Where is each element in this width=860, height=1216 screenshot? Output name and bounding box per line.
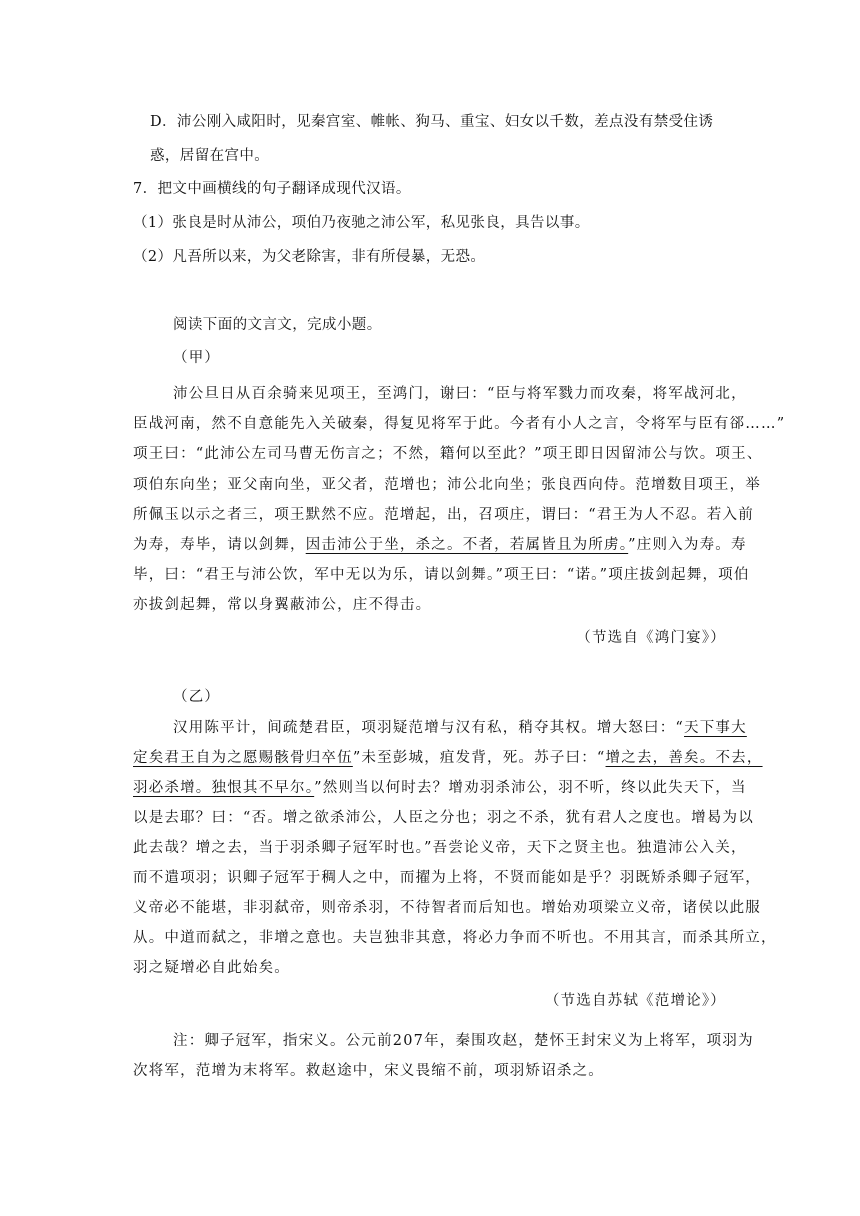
passage-yi-text: ”未至彭城，疽发背，死。苏子曰：“ bbox=[352, 750, 606, 766]
reading-intro: 阅读下面的文言文，完成小题。 bbox=[173, 317, 382, 333]
passage-yi-text: 汉用陈平计，间疏楚君臣，项羽疑范增与汉有私，稍夺其权。增大怒曰：“ bbox=[173, 720, 685, 736]
passage-yi-text: ”然则当以何时去？增劝羽杀沛公，羽不听，终以此失天下，当 bbox=[314, 780, 747, 796]
passage-yi-label: （乙） bbox=[173, 689, 221, 705]
underlined-sentence-2: 定矣君王自为之愿赐骸骨归卒伍 bbox=[133, 750, 353, 766]
underlined-sentence-2: 天下事大 bbox=[684, 720, 747, 736]
passage-jia-source: （节选自《鸿门宴》） bbox=[576, 630, 726, 646]
passage-yi-line: 羽之疑增必自此始矣。 bbox=[133, 960, 290, 976]
passage-yi-line: 义帝必不能堪，非羽弑帝，则帝杀羽，不待智者而后知也。增始劝项梁立义帝，诸侯以此服 bbox=[133, 900, 761, 916]
question-7-item-1: （1）张良是时从沛公，项伯乃夜驰之沛公军，私见张良，具告以事。 bbox=[133, 215, 590, 231]
note-line-2: 次将军，范增为末将军。救赵途中，宋义畏缩不前，项羽矫诏杀之。 bbox=[133, 1063, 604, 1079]
passage-jia-line: 项王曰：“此沛公左司马曹无伤言之；不然，籍何以至此？”项王即日因留沛公与饮。项王、 bbox=[133, 446, 763, 462]
passage-yi-line bbox=[133, 748, 763, 768]
option-d-line2: 惑，居留在宫中。 bbox=[150, 148, 270, 164]
question-7-title: 7．把文中画横线的句子翻译成现代汉语。 bbox=[133, 181, 411, 197]
question-7-item-2: （2）凡吾所以来，为父老除害，非有所侵暴，无恐。 bbox=[133, 249, 486, 265]
underlined-sentence-3: 羽必杀增。独恨其不早尔。 bbox=[133, 780, 315, 796]
passage-jia-line: 项伯东向坐；亚父南向坐，亚父者，范增也；沛公北向坐；张良西向侍。范增数目项王，举 bbox=[133, 477, 761, 493]
passage-yi-line: 此去哉？增之去，当于羽杀卿子冠军时也。”吾尝论义帝，天下之贤主也。独遣沛公入关， bbox=[133, 840, 747, 856]
passage-jia-line: 毕，曰：“君王与沛公饮，军中无以为乐，请以剑舞。”项王曰：“诺。”项庄拔剑起舞，项伯 bbox=[133, 567, 750, 583]
note-line-1: 注：卿子冠军，指宋义。公元前207年，秦围攻赵，楚怀王封宋义为上将军，项羽为 bbox=[173, 1033, 754, 1049]
passage-jia-line: 亦拔剑起舞，常以身翼蔽沛公，庄不得击。 bbox=[133, 597, 432, 613]
passage-jia-label: （甲） bbox=[173, 350, 221, 366]
underlined-sentence-1: 因击沛公于坐，杀之。不者，若属皆且为所虏。 bbox=[305, 537, 629, 553]
passage-jia-line: 所佩玉以示之者三，项王默然不应。范增起，出，召项庄，谓曰：“君王为人不忍。若入前 bbox=[133, 507, 754, 523]
passage-jia-line: 臣战河南，然不自意能先入关破秦，得复见将军于此。今者有小人之言，令将军与臣有郤……” bbox=[133, 416, 786, 432]
passage-yi-line bbox=[173, 718, 747, 738]
passage-jia-line bbox=[133, 535, 747, 555]
passage-yi-source: （节选自苏轼《范增论》） bbox=[544, 993, 726, 1009]
passage-yi-line: 以是去耶？曰：“否。增之欲杀沛公，人臣之分也；羽之不杀，犹有君人之度也。增曷为以 bbox=[133, 810, 754, 826]
passage-yi-line: 从。中道而弑之，非增之意也。夫岂独非其意，将必力争而不听也。不用其言，而杀其所立， bbox=[133, 930, 777, 946]
passage-jia-line: 沛公旦日从百余骑来见项王，至鸿门，谢曰：“臣与将军戮力而攻秦，将军战河北， bbox=[173, 386, 747, 402]
underlined-sentence-3: 增之去，善矣。不去， bbox=[605, 750, 763, 766]
passage-yi-line: 而不遣项羽；识卿子冠军于稠人之中，而擢为上将，不贤而能如是乎？羽既矫杀卿子冠军， bbox=[133, 870, 761, 886]
passage-yi-line bbox=[133, 778, 747, 798]
passage-jia-text: 为寿，寿毕，请以剑舞， bbox=[133, 537, 306, 553]
passage-jia-text: ”庄则入为寿。寿 bbox=[628, 537, 747, 553]
option-d-line1: D．沛公刚入咸阳时，见秦宫室、帷帐、狗马、重宝、妇女以千数，差点没有禁受住诱 bbox=[150, 114, 714, 130]
